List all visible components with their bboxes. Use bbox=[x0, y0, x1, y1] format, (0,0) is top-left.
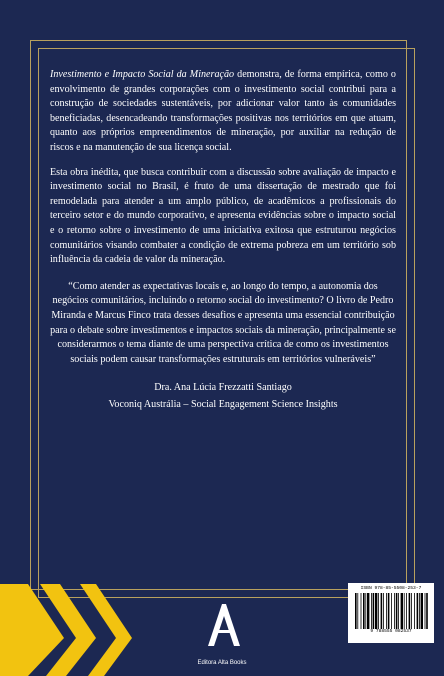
barcode-bar bbox=[417, 593, 419, 629]
endorsement-quote: “Como atender as expectativas locais e, ao longo do tempo, a autonomia dos negócios comunitários, incluindo o retorno social do investimento? O livro de Pedro Miranda e Marcus Finco trata desses desafios e apresenta uma essencial contribuição para o debate sobre investimentos e impactos sociais da mineração, principalmente se considerarmos o tema diante de uma perspectiva crítica de como os investimentos sociais podem causar transformações estruturais em territórios vulneráveis” bbox=[50, 280, 396, 365]
paragraph-2: Esta obra inédita, que busca contribuir com a discussão sobre avaliação de impacto e investimento social no Brasil, é fruto de uma dissertação de mestrado que foi remodelada para atender a um amplo público, de acadêmicos a profissionais do terceiro setor e do mundo corporativo, e apresenta evidências sobre o impacto social e o retorno sobre o investimento de uma iniciativa exitosa que estruturou negócios comunitários visando combater a condição de extrema pobreza em um território sob influência da cadeia de valor da mineração. bbox=[50, 166, 396, 266]
attribution-name: Dra. Ana Lúcia Frezzatti Santiago bbox=[154, 382, 292, 394]
paragraph-1 bbox=[50, 68, 396, 156]
barcode-bar bbox=[375, 593, 377, 629]
logo-crossbar bbox=[215, 630, 231, 633]
barcode-bar bbox=[373, 593, 375, 629]
barcode-bar bbox=[419, 593, 420, 629]
barcode-bar bbox=[383, 593, 384, 629]
publisher-name: Editora Alta Books bbox=[197, 660, 247, 666]
barcode-bar bbox=[411, 593, 412, 629]
barcode-bar bbox=[381, 593, 383, 629]
book-title: Investimento e Impacto Social da Mineração bbox=[50, 69, 235, 80]
barcode-bar bbox=[401, 593, 403, 629]
back-cover-text bbox=[50, 68, 396, 414]
barcode-bar bbox=[406, 593, 407, 629]
attribution-affiliation: Voconiq Austrália – Social Engagement Science Insights bbox=[108, 398, 338, 410]
barcode-bar bbox=[425, 593, 426, 629]
barcode-bar bbox=[378, 593, 379, 629]
barcode-bar bbox=[404, 593, 405, 629]
barcode-bar bbox=[391, 593, 392, 629]
barcode-bars bbox=[353, 593, 429, 629]
barcode-bar bbox=[409, 593, 411, 629]
barcode-bar bbox=[414, 593, 415, 629]
barcode-bar bbox=[396, 593, 398, 629]
barcode-bar bbox=[371, 593, 372, 629]
barcode-bar bbox=[388, 593, 390, 629]
barcode-bar bbox=[386, 593, 387, 629]
barcode-bar bbox=[394, 593, 395, 629]
barcode-number: 9 788555 082537 bbox=[370, 629, 412, 634]
barcode-bar bbox=[363, 593, 365, 629]
logo-a-shape bbox=[208, 604, 240, 646]
isbn-barcode bbox=[348, 583, 434, 643]
barcode-bar bbox=[367, 593, 369, 629]
barcode-bar bbox=[421, 593, 423, 629]
barcode-bar bbox=[355, 593, 357, 629]
barcode-bar bbox=[361, 593, 362, 629]
isbn-label: ISBN 978-85-5508-253-7 bbox=[360, 586, 422, 591]
paragraph-1-text: demonstra, de forma empírica, como o envolvimento de grandes corporações com o investimento social contribui para a construção de sociedades sustentáveis, por adicionar valor tanto às comunidades beneficiadas, desencadeando transformações positivas nos territórios em que atuam, quanto aos próprios empreendimentos de mineração, por auxiliar na redução de riscos e na manutenção de sua licença social. bbox=[50, 69, 396, 153]
barcode-bar bbox=[426, 593, 428, 629]
publisher-logo bbox=[200, 600, 244, 662]
quote-attribution bbox=[50, 381, 396, 412]
barcode-bar bbox=[398, 593, 399, 629]
barcode-bar bbox=[357, 593, 358, 629]
barcode-bar bbox=[365, 593, 366, 629]
chevron-decoration bbox=[0, 576, 150, 676]
